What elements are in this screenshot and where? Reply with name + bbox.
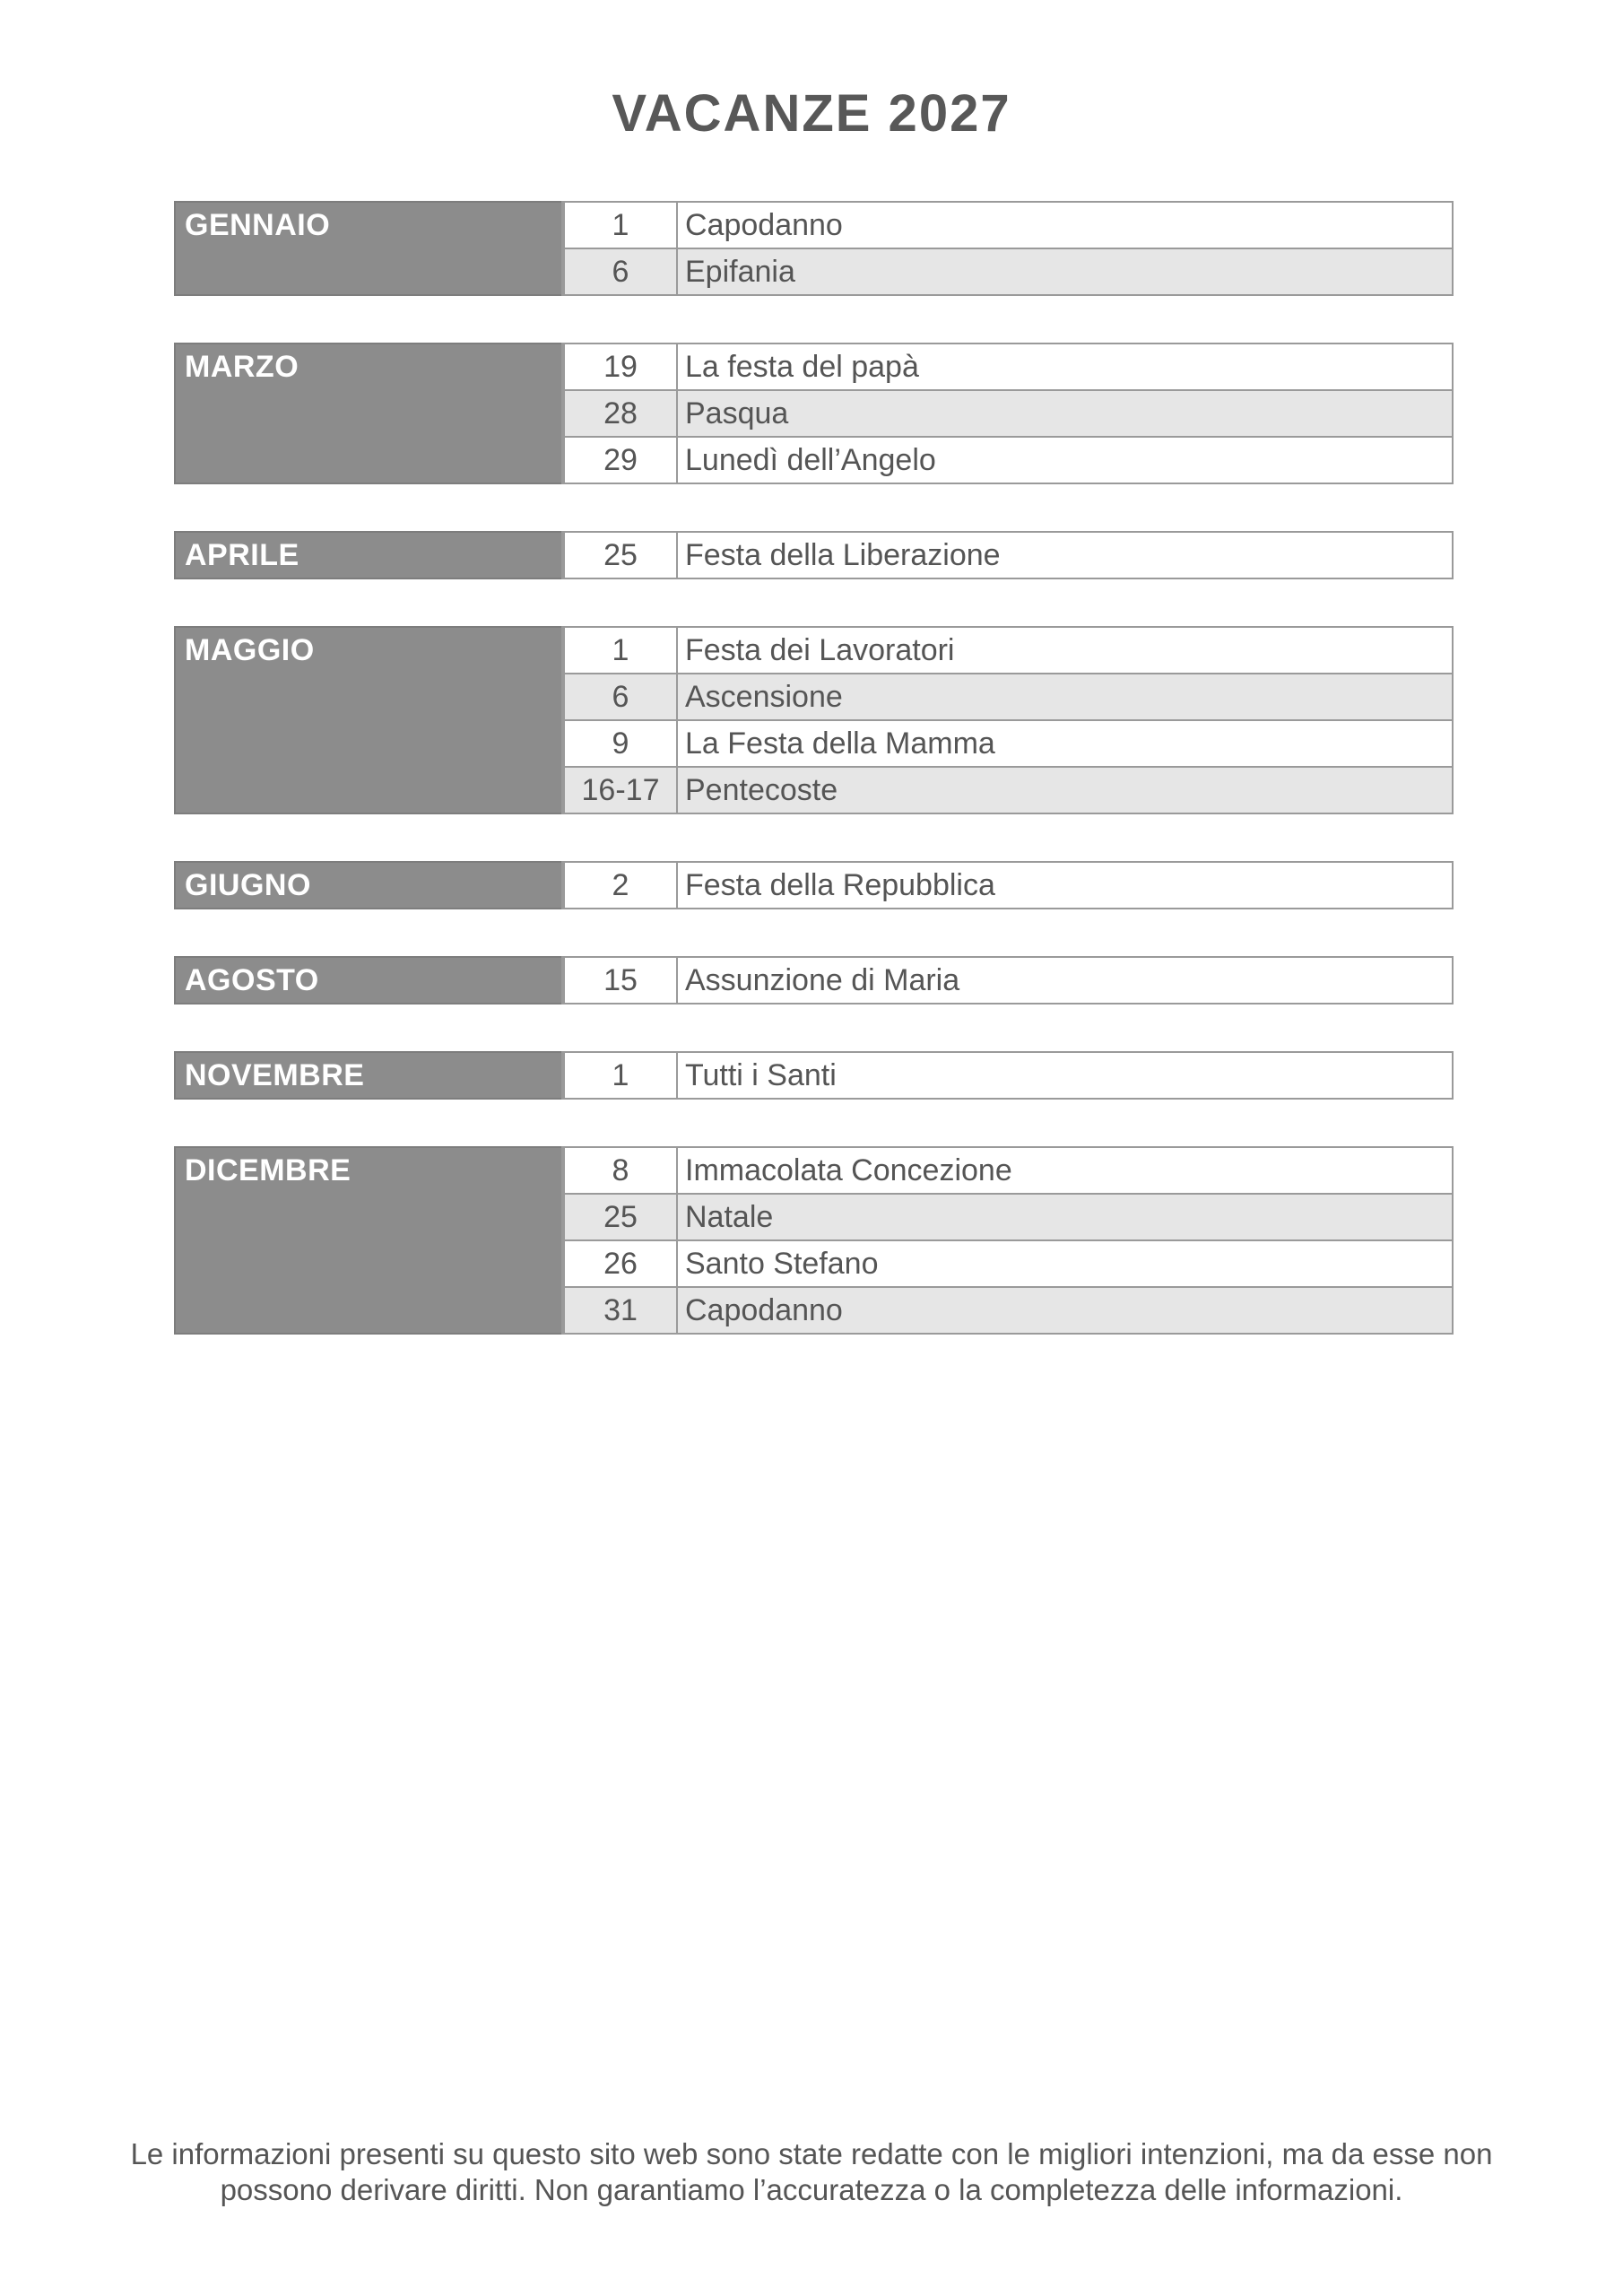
- holiday-name: Tutti i Santi: [685, 1058, 837, 1092]
- holiday-day: 8: [563, 1148, 678, 1193]
- month-block-giugno: [174, 861, 1454, 909]
- holiday-name: La festa del papà: [685, 350, 919, 384]
- holiday-day: 15: [563, 958, 678, 1003]
- holiday-day: 9: [563, 721, 678, 766]
- holiday-day: 16-17: [563, 768, 678, 813]
- holiday-day: 19: [563, 344, 678, 389]
- month-block-aprile: [174, 531, 1454, 579]
- holiday-row: [563, 203, 1452, 248]
- holiday-day: 6: [563, 249, 678, 294]
- holiday-name: Santo Stefano: [685, 1247, 879, 1281]
- holiday-day: 1: [563, 1053, 678, 1098]
- holiday-name: Epifania: [685, 255, 795, 289]
- holiday-day: 2: [563, 863, 678, 908]
- holiday-name: Lunedì dell’Angelo: [685, 443, 936, 477]
- month-name: MARZO: [174, 343, 561, 484]
- month-block-marzo: [174, 343, 1454, 484]
- holiday-row: [563, 248, 1452, 294]
- month-name: AGOSTO: [174, 956, 561, 1004]
- holiday-row: [563, 863, 1452, 908]
- holiday-row: [563, 436, 1452, 483]
- holiday-name: Pentecoste: [685, 773, 838, 807]
- disclaimer: [0, 2136, 1623, 2208]
- holiday-name: Capodanno: [685, 1293, 843, 1327]
- holiday-name: Immacolata Concezione: [685, 1153, 1012, 1187]
- page-title: VACANZE 2027: [612, 84, 1011, 143]
- holiday-name: Natale: [685, 1200, 774, 1234]
- holiday-rows: [561, 626, 1454, 814]
- holiday-day: 31: [563, 1288, 678, 1333]
- holiday-day: 1: [563, 628, 678, 673]
- holiday-day: 26: [563, 1241, 678, 1286]
- holiday-rows: [561, 861, 1454, 909]
- holiday-day: 28: [563, 391, 678, 436]
- holiday-row: [563, 673, 1452, 719]
- holiday-row: [563, 1053, 1452, 1098]
- holiday-rows: [561, 1146, 1454, 1335]
- holiday-rows: [561, 343, 1454, 484]
- holiday-rows: [561, 956, 1454, 1004]
- holiday-row: [563, 1148, 1452, 1193]
- holiday-day: 25: [563, 1195, 678, 1239]
- month-block-dicembre: [174, 1146, 1454, 1335]
- month-name: DICEMBRE: [174, 1146, 561, 1335]
- month-name: NOVEMBRE: [174, 1051, 561, 1100]
- holiday-name: Festa dei Lavoratori: [685, 633, 955, 667]
- holiday-rows: [561, 201, 1454, 296]
- holiday-row: [563, 1239, 1452, 1286]
- holiday-rows: [561, 1051, 1454, 1100]
- month-name: GENNAIO: [174, 201, 561, 296]
- holiday-name: Assunzione di Maria: [685, 963, 960, 997]
- month-name: APRILE: [174, 531, 561, 579]
- holiday-row: [563, 719, 1452, 766]
- holiday-name: Capodanno: [685, 208, 843, 242]
- holiday-row: [563, 533, 1452, 578]
- holiday-table: [174, 201, 1454, 1381]
- holiday-row: [563, 628, 1452, 673]
- holiday-day: 25: [563, 533, 678, 578]
- holiday-row: [563, 389, 1452, 436]
- holiday-row: [563, 344, 1452, 389]
- holiday-name: Festa della Repubblica: [685, 868, 995, 902]
- holiday-row: [563, 958, 1452, 1003]
- holiday-name: Pasqua: [685, 396, 789, 430]
- month-block-maggio: [174, 626, 1454, 814]
- month-block-novembre: [174, 1051, 1454, 1100]
- month-name: GIUGNO: [174, 861, 561, 909]
- holiday-name: Festa della Liberazione: [685, 538, 1001, 572]
- holiday-day: 1: [563, 203, 678, 248]
- holiday-name: Ascensione: [685, 680, 843, 714]
- holiday-row: [563, 766, 1452, 813]
- holiday-day: 6: [563, 674, 678, 719]
- holiday-name: La Festa della Mamma: [685, 726, 995, 761]
- holiday-day: 29: [563, 438, 678, 483]
- holiday-row: [563, 1193, 1452, 1239]
- holiday-row: [563, 1286, 1452, 1333]
- month-name: MAGGIO: [174, 626, 561, 814]
- month-block-agosto: [174, 956, 1454, 1004]
- disclaimer-line-2: possono derivare diritti. Non garantiamo l’accuratezza o la completezza delle informazioni.: [220, 2173, 1403, 2206]
- disclaimer-line-1: Le informazioni presenti su questo sito web sono state redatte con le migliori intenzioni, ma da esse non: [130, 2137, 1493, 2170]
- holiday-rows: [561, 531, 1454, 579]
- month-block-gennaio: [174, 201, 1454, 296]
